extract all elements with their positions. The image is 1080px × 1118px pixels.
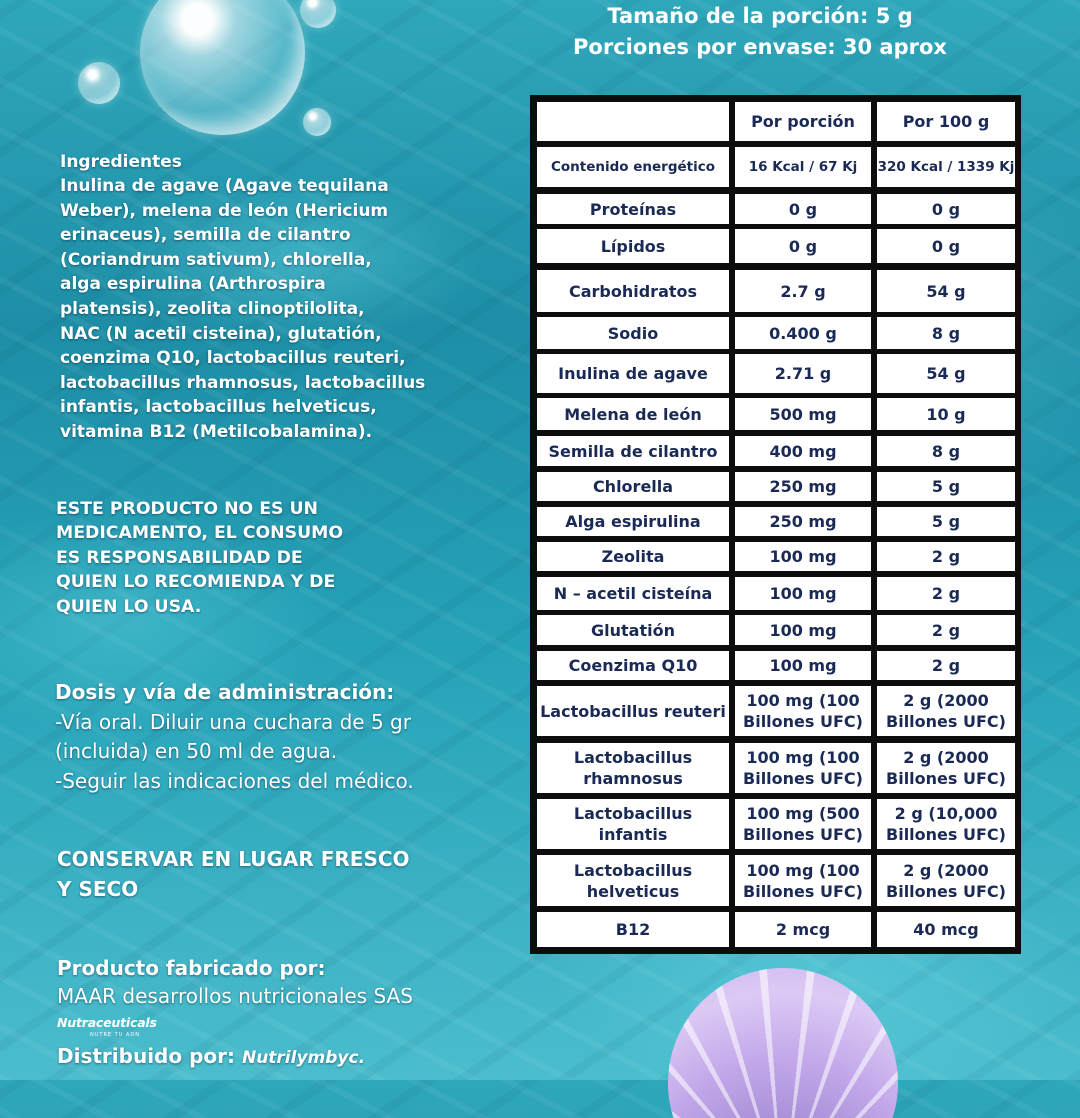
ingredients-line: Inulina de agave (Agave tequilana bbox=[60, 176, 389, 196]
table-row bbox=[530, 270, 1021, 312]
manufacturer-name: MAAR desarrollos nutricionales SAS bbox=[57, 984, 413, 1008]
per-100g-cell: 2 g (2000 Billones UFC) bbox=[877, 686, 1015, 736]
table-row bbox=[530, 398, 1021, 430]
dosage-line: -Vía oral. Diluir una cuchara de 5 gr bbox=[55, 709, 411, 734]
table-row bbox=[530, 472, 1021, 501]
storage-line: Y SECO bbox=[57, 877, 139, 901]
nutrient-name-cell: Proteínas bbox=[537, 194, 729, 224]
per-100g-cell: 2 g bbox=[877, 615, 1015, 645]
nutrient-name-cell: Contenido energético bbox=[537, 147, 729, 187]
table-row bbox=[530, 912, 1021, 947]
per-serving-cell: 100 mg (100 Billones UFC) bbox=[735, 686, 871, 736]
table-row bbox=[530, 436, 1021, 466]
per-serving-cell: 16 Kcal / 67 Kj bbox=[735, 147, 871, 187]
table-row bbox=[530, 686, 1021, 736]
per-serving-cell: 100 mg (100 Billones UFC) bbox=[735, 855, 871, 906]
table-header-cell bbox=[537, 102, 729, 141]
dosage-section bbox=[55, 678, 414, 796]
per-100g-cell: 8 g bbox=[877, 436, 1015, 466]
distributor-name: Nutrilymbyc. bbox=[241, 1048, 366, 1068]
table-header-cell: Por porción bbox=[735, 102, 871, 141]
per-100g-cell: 8 g bbox=[877, 317, 1015, 349]
nutrient-name-cell: Lactobacillus reuteri bbox=[537, 686, 729, 736]
per-100g-cell: 54 g bbox=[877, 354, 1015, 393]
table-row bbox=[530, 855, 1021, 906]
large-bubble-decoration bbox=[140, 0, 305, 135]
per-100g-cell: 2 g (2000 Billones UFC) bbox=[877, 855, 1015, 906]
per-serving-cell: 100 mg bbox=[735, 651, 871, 680]
table-row bbox=[530, 743, 1021, 793]
ingredients-line: platensis), zeolita clinoptilolita, bbox=[60, 298, 365, 319]
table-row bbox=[530, 354, 1021, 393]
per-100g-cell: 2 g bbox=[877, 651, 1015, 680]
nutrient-name-cell: Sodio bbox=[537, 317, 729, 349]
table-row bbox=[530, 147, 1021, 187]
warning-line: MEDICAMENTO, EL CONSUMO bbox=[56, 523, 344, 544]
table-row bbox=[530, 194, 1021, 224]
manufacturer-section bbox=[57, 954, 413, 1010]
per-serving-cell: 100 mg bbox=[735, 542, 871, 571]
nutrient-name-cell: Inulina de agave bbox=[537, 354, 729, 393]
table-row bbox=[530, 317, 1021, 349]
per-100g-cell: 2 g bbox=[877, 577, 1015, 610]
table-row bbox=[530, 507, 1021, 536]
per-100g-cell: 40 mcg bbox=[877, 912, 1015, 947]
per-100g-cell: 2 g (2000 Billones UFC) bbox=[877, 743, 1015, 793]
storage-instructions bbox=[57, 844, 410, 904]
serving-size: Tamaño de la porción: 5 g bbox=[607, 4, 913, 28]
nutrient-name-cell: Glutatión bbox=[537, 615, 729, 645]
nutrient-name-cell: Carbohidratos bbox=[537, 270, 729, 312]
nutrition-table bbox=[530, 95, 1021, 954]
per-serving-cell: 0 g bbox=[735, 194, 871, 224]
ingredients-section bbox=[60, 150, 425, 445]
ingredients-line: (Coriandrum sativum), chlorella, bbox=[60, 249, 372, 270]
table-row bbox=[530, 577, 1021, 610]
dosage-heading: Dosis y vía de administración: bbox=[55, 680, 395, 704]
per-serving-cell: 2.7 g bbox=[735, 270, 871, 312]
ingredients-heading: Ingredientes bbox=[60, 152, 182, 172]
table-header-row bbox=[530, 102, 1021, 141]
nutrient-name-cell: Lactobacillus infantis bbox=[537, 799, 729, 849]
per-100g-cell: 10 g bbox=[877, 398, 1015, 430]
distributor-line bbox=[57, 1044, 365, 1068]
nutrient-name-cell: Melena de león bbox=[537, 398, 729, 430]
nutrient-name-cell: Chlorella bbox=[537, 472, 729, 501]
per-serving-cell: 2.71 g bbox=[735, 354, 871, 393]
seashell-illustration bbox=[668, 968, 898, 1118]
per-serving-cell: 100 mg (100 Billones UFC) bbox=[735, 743, 871, 793]
table-row bbox=[530, 542, 1021, 571]
dosage-line: (incluida) en 50 ml de agua. bbox=[55, 739, 338, 763]
per-serving-cell: 250 mg bbox=[735, 507, 871, 536]
per-100g-cell: 5 g bbox=[877, 507, 1015, 536]
per-100g-cell: 320 Kcal / 1339 Kj bbox=[877, 147, 1015, 187]
nutrient-name-cell: Coenzima Q10 bbox=[537, 651, 729, 680]
ingredients-line: lactobacillus rhamnosus, lactobacillus bbox=[60, 372, 426, 393]
manufacturer-heading: Producto fabricado por: bbox=[57, 956, 326, 980]
warning-line: ESTE PRODUCTO NO ES UN bbox=[56, 499, 319, 519]
table-row bbox=[530, 615, 1021, 645]
nutrient-name-cell: Lípidos bbox=[537, 229, 729, 263]
ingredients-line: erinaceus), semilla de cilantro bbox=[60, 225, 351, 246]
nutraceuticals-tagline: NUTRE TU ADN bbox=[90, 1032, 140, 1038]
dosage-line: -Seguir las indicaciones del médico. bbox=[55, 768, 414, 793]
table-row bbox=[530, 799, 1021, 849]
tiny-bubble-decoration bbox=[303, 108, 331, 136]
ingredients-line: coenzima Q10, lactobacillus reuteri, bbox=[60, 348, 406, 369]
per-100g-cell: 2 g bbox=[877, 542, 1015, 571]
table-row bbox=[530, 651, 1021, 680]
ingredients-line: infantis, lactobacillus helveticus, bbox=[60, 397, 377, 418]
per-serving-cell: 100 mg (500 Billones UFC) bbox=[735, 799, 871, 849]
nutrient-name-cell: Zeolita bbox=[537, 542, 729, 571]
nutrient-name-cell: Alga espirulina bbox=[537, 507, 729, 536]
per-serving-cell: 400 mg bbox=[735, 436, 871, 466]
ingredients-line: NAC (N acetil cisteina), glutatión, bbox=[60, 323, 382, 344]
ingredients-line: Weber), melena de león (Hericium bbox=[60, 200, 389, 221]
servings-per-container: Porciones por envase: 30 aprox bbox=[573, 35, 947, 59]
per-serving-cell: 0 g bbox=[735, 229, 871, 263]
warning-line: QUIEN LO USA. bbox=[56, 596, 202, 617]
per-100g-cell: 0 g bbox=[877, 194, 1015, 224]
ingredients-line: alga espirulina (Arthrospira bbox=[60, 274, 326, 295]
per-100g-cell: 54 g bbox=[877, 270, 1015, 312]
per-100g-cell: 5 g bbox=[877, 472, 1015, 501]
top-bubble-decoration bbox=[300, 0, 336, 28]
small-bubble-decoration bbox=[78, 62, 120, 104]
medical-warning bbox=[56, 497, 343, 619]
ingredients-line: vitamina B12 (Metilcobalamina). bbox=[60, 421, 373, 442]
nutrient-name-cell: B12 bbox=[537, 912, 729, 947]
per-serving-cell: 100 mg bbox=[735, 615, 871, 645]
per-serving-cell: 500 mg bbox=[735, 398, 871, 430]
storage-line: CONSERVAR EN LUGAR FRESCO bbox=[57, 847, 410, 871]
per-serving-cell: 2 mcg bbox=[735, 912, 871, 947]
per-serving-cell: 250 mg bbox=[735, 472, 871, 501]
distributor-label: Distribuido por: bbox=[57, 1044, 235, 1068]
nutrient-name-cell: Lactobacillus helveticus bbox=[537, 855, 729, 906]
nutraceuticals-logo: Nutraceuticals bbox=[57, 1015, 157, 1030]
nutrient-name-cell: Semilla de cilantro bbox=[537, 436, 729, 466]
nutrient-name-cell: Lactobacillus rhamnosus bbox=[537, 743, 729, 793]
warning-line: ES RESPONSABILIDAD DE bbox=[56, 547, 303, 568]
per-100g-cell: 0 g bbox=[877, 229, 1015, 263]
per-serving-cell: 0.400 g bbox=[735, 317, 871, 349]
per-100g-cell: 2 g (10,000 Billones UFC) bbox=[877, 799, 1015, 849]
table-header-cell: Por 100 g bbox=[877, 102, 1015, 141]
warning-line: QUIEN LO RECOMIENDA Y DE bbox=[56, 572, 336, 593]
nutrient-name-cell: N – acetil cisteína bbox=[537, 577, 729, 610]
table-row bbox=[530, 229, 1021, 263]
per-serving-cell: 100 mg bbox=[735, 577, 871, 610]
